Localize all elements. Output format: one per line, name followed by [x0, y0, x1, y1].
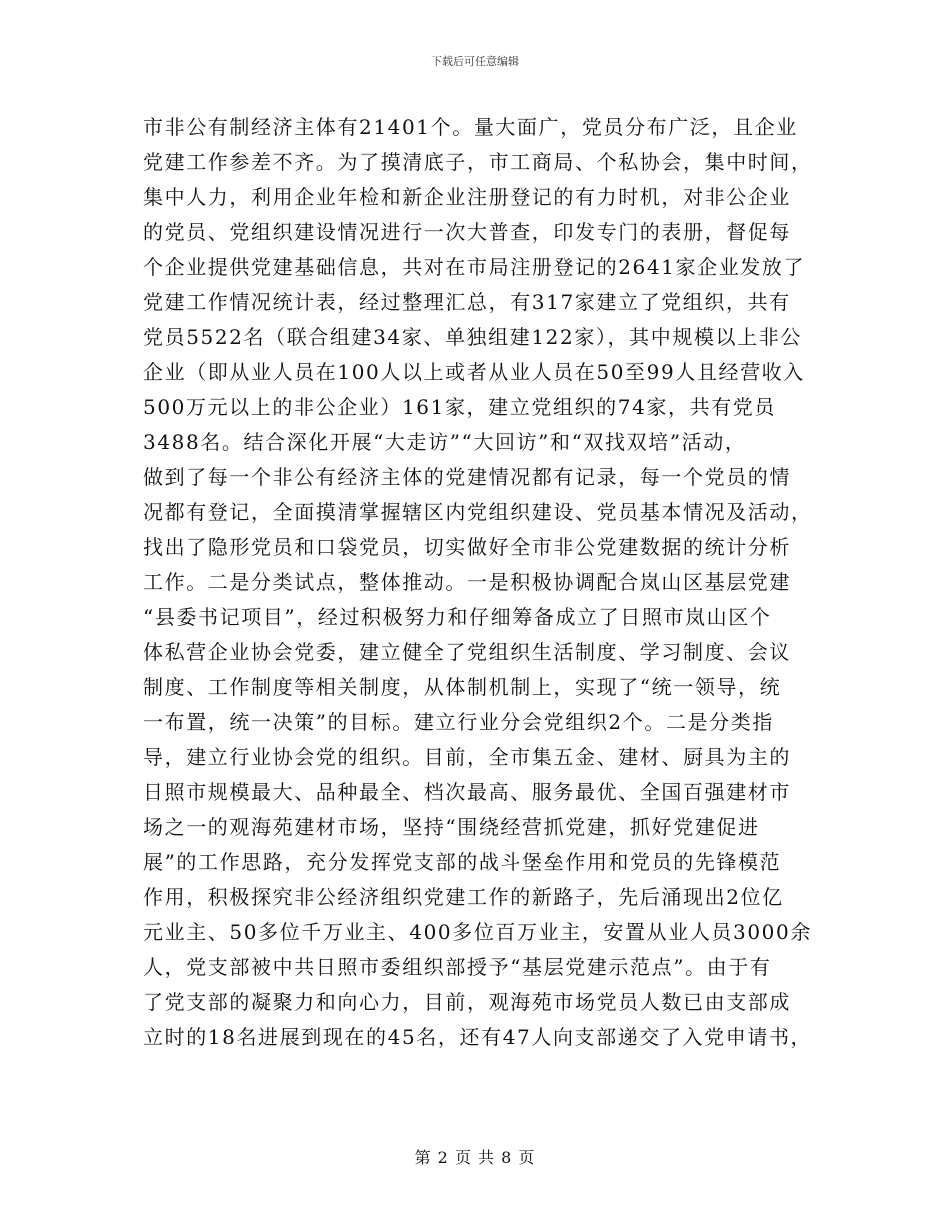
text-line-14: 工作。二是分类试点，整体推动。一是积极协调配合岚山区基层党建 [143, 570, 791, 594]
text-line-21: 场之一的观海苑建材市场，坚持“围绕经营抓党建，抓好党建促进 [143, 815, 760, 839]
text-line-3: 集中人力，利用企业年检和新企业注册登记的有力时机，对非公企业 [143, 185, 791, 209]
text-line-9: 500万元以上的非公企业）161家，建立党组织的74家，共有党员 [143, 395, 776, 419]
text-line-1: 市非公有制经济主体有21401个。量大面广，党员分布广泛，且企业 [143, 115, 798, 139]
page-number-footer: 第 2 页 共 8 页 [414, 1148, 536, 1167]
text-line-2: 党建工作参差不齐。为了摸清底子，市工商局、个私协会，集中时间， [143, 150, 813, 174]
text-line-6: 党建工作情况统计表，经过整理汇总，有317家建立了党组织，共有 [143, 290, 791, 314]
text-line-22: 展”的工作思路，充分发挥党支部的战斗堡垒作用和党员的先锋模范 [143, 850, 782, 874]
text-line-24: 元业主、50多位千万业主、400多位百万业主，安置从业人员3000余 [143, 920, 812, 944]
document-body [143, 110, 813, 1055]
text-line-27: 立时的18名进展到现在的45名，还有47人向支部递交了入党申请书， [143, 1025, 813, 1049]
text-line-18: 一布置，统一决策”的目标。建立行业分会党组织2个。二是分类指 [143, 710, 774, 734]
text-line-10: 3488名。结合深化开展“大走访”“大回访”和“双找双培”活动， [143, 430, 747, 454]
text-line-23: 作用，积极探究非公经济组织党建工作的新路子，先后涌现出2位亿 [143, 885, 784, 909]
text-line-7: 党员5522名（联合组建34家、单独组建122家），其中规模以上非公 [143, 325, 802, 349]
page-header: 下载后可任意编辑 [431, 55, 519, 68]
text-line-20: 日照市规模最大、品种最全、档次最高、服务最优、全国百强建材市 [143, 780, 791, 804]
text-line-13: 找出了隐形党员和口袋党员，切实做好全市非公党建数据的统计分析 [143, 535, 791, 559]
text-line-19: 导，建立行业协会党的组织。目前，全市集五金、建材、厨具为主的 [143, 745, 791, 769]
text-line-15: “县委书记项目”，经过积极努力和仔细筹备成立了日照市岚山区个 [143, 605, 772, 629]
text-line-25: 人，党支部被中共日照市委组织部授予“基层党建示范点”。由于有 [143, 955, 772, 979]
text-line-12: 况都有登记，全面摸清掌握辖区内党组织建设、党员基本情况及活动， [143, 500, 813, 524]
text-line-17: 制度、工作制度等相关制度，从体制机制上，实现了“统一领导，统 [143, 675, 782, 699]
text-line-8: 企业（即从业人员在100人以上或者从业人员在50至99人且经营收入 [143, 360, 805, 384]
text-line-11: 做到了每一个非公有经济主体的党建情况都有记录，每一个党员的情 [143, 465, 791, 489]
text-line-26: 了党支部的凝聚力和向心力，目前，观海苑市场党员人数已由支部成 [143, 990, 791, 1014]
text-line-16: 体私营企业协会党委，建立健全了党组织生活制度、学习制度、会议 [143, 640, 791, 664]
text-line-5: 个企业提供党建基础信息，共对在市局注册登记的2641家企业发放了 [143, 255, 806, 279]
text-line-4: 的党员、党组织建设情况进行一次大普查，印发专门的表册，督促每 [143, 220, 791, 244]
